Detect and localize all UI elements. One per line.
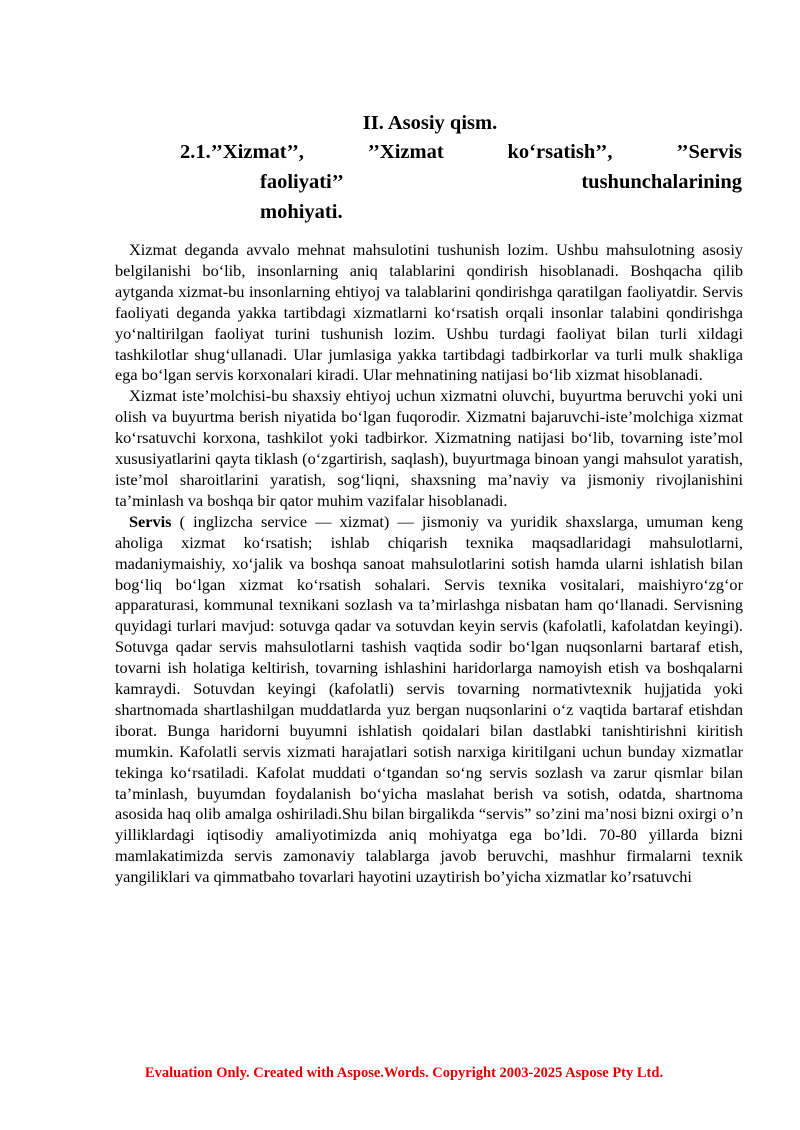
subtitle-word: mohiyati. xyxy=(260,201,343,223)
body-text xyxy=(115,240,743,888)
subtitle-word: ko‘rsatish’’, xyxy=(507,141,613,163)
servis-term: Servis xyxy=(129,511,172,531)
subtitle-line-2 xyxy=(260,167,742,197)
subtitle-line-1 xyxy=(180,137,742,167)
paragraph-servis xyxy=(115,512,743,888)
subtitle-word: ’’Xizmat xyxy=(367,141,444,163)
section-title: II. Asosiy qism. xyxy=(362,112,498,134)
subtitle-word: faoliyati’’ xyxy=(260,171,344,193)
subtitle-word: 2.1.’’Xizmat’’, xyxy=(180,141,304,163)
servis-definition: ( inglizcha service — xizmat) — jismoniy va yuridik shaxslarga, umuman keng aholiga xizmat ko‘rsatish; ishlab chiqarish texnika maqsadlaridagi mahsulotlarni, madaniymaishiy, xo‘jalik va boshqa sanoat mahsulotlarini sotish hamda ularni ishlatish bilan bog‘liq bo‘lgan xizmat ko‘rsatish sohalari. Servis texnika vositalari, maishiyro‘zg‘or apparaturasi, kommunal texnikani sozlash va ta’mirlashga nisbatan ham qo‘llanadi. Servisning quyidagi turlari mavjud: sotuvga qadar va sotuvdan keyin servis (kafolatli, kafolatdan keyingi). Sotuvga qadar servis mahsulotlarni tashish vaqtida sodir bo‘lgan nuqsonlarni bartaraf etish, tovarni ish holatiga keltirish, tovarning ishlashini haridorlarga namoyish etish va boshqalarni kamraydi. Sotuvdan keyingi (kafolatli) servis tovarning normativtexnik hujjatida yoki shartnomada shartlashilgan muddatlarda yuz bergan nuqsonlarini o‘z vaqtida bartaraf etishdan iborat. Bunga haridorni buyumni ishlatish qoidalari bilan dastlabki tanishtirishni kiritish mumkin. Kafolatli servis xizmati harajatlari sotish narxiga kiritilgani uchun bunday xizmatlar tekinga ko‘rsatiladi. Kafolat muddati o‘tgandan so‘ng servis sozlash va zarur qismlar bilan ta’minlash, buyumdan foydalanish bo‘yicha maslahat berish va sotish, odatda, shartnoma asosida haq olib amalga oshiriladi.Shu bilan birgalikda “servis” so’zini ma’nosi bizni oxirgi o’n yilliklardagi iqtisodiy amaliyotimizda aniq mohiyatga ega bo’ldi. 70-80 yillarda bizni mamlakatimizda servis zamonaviy talablarga javob beruvchi, mashhur firmalarni texnik yangiliklari va qimmatbaho tovarlari hayotini uzaytirish bo’yicha xizmatlar ko’rsatuvchi xyxy=(115,511,743,887)
evaluation-watermark: Evaluation Only. Created with Aspose.Words. Copyright 2003-2025 Aspose Pty Ltd. xyxy=(144,1065,664,1081)
subtitle-word: ’’Servis xyxy=(676,141,742,163)
section-subtitle xyxy=(180,137,742,227)
paragraph-xizmat-consumer: Xizmat iste’molchisi-bu shaxsiy ehtiyoj uchun xizmatni oluvchi, buyurtma beruvchi yoki uni olish va buyurtma berish niyatida bo‘lgan fuqorodir. Xizmatni bajaruvchi-iste’molchiga xizmat ko‘rsatuvchi korxona, tashkilot yoki tadbirkor. Xizmatning natijasi bo‘lib, tovarning iste’mol xususiyatlarini qayta tiklash (o‘zgartirish, saqlash), buyurtmaga binoan yangi mahsulot yaratish, iste’mol sharoitlarini yaratish, sog‘liqni, shaxsning ma’naviy va jismoniy rivojlanishini ta’minlash va boshqa bir qator muhim vazifalar hisoblanadi. xyxy=(115,386,743,510)
paragraph-xizmat-definition: Xizmat deganda avvalo mehnat mahsulotini tushunish lozim. Ushbu mahsulotning asosiy belgilanishi bo‘lib, insonlarning aniq talablarini qondirish hisoblanadi. Boshqacha qilib aytganda xizmat-bu insonlarning ehtiyoj va talablarini qondirishga qaratilgan faoliyatdir. Servis faoliyati deganda yakka tartibdagi xizmatlarni ko‘rsatish orqali insonlar talabini qondirishga yo‘naltirilgan faoliyat turini tushunish lozim. Ushbu turdagi faoliyat bilan turli xildagi tashkilotlar shug‘ullanadi. Ular jumlasiga yakka tartibdagi tadbirkorlar va turli mulk shakliga ega bo‘lgan servis korxonalari kiradi. Ular mehnatining natijasi bo‘lib xizmat hisoblanadi. xyxy=(115,240,743,385)
subtitle-word: tushunchalarining xyxy=(581,171,742,193)
subtitle-line-3 xyxy=(260,197,742,227)
